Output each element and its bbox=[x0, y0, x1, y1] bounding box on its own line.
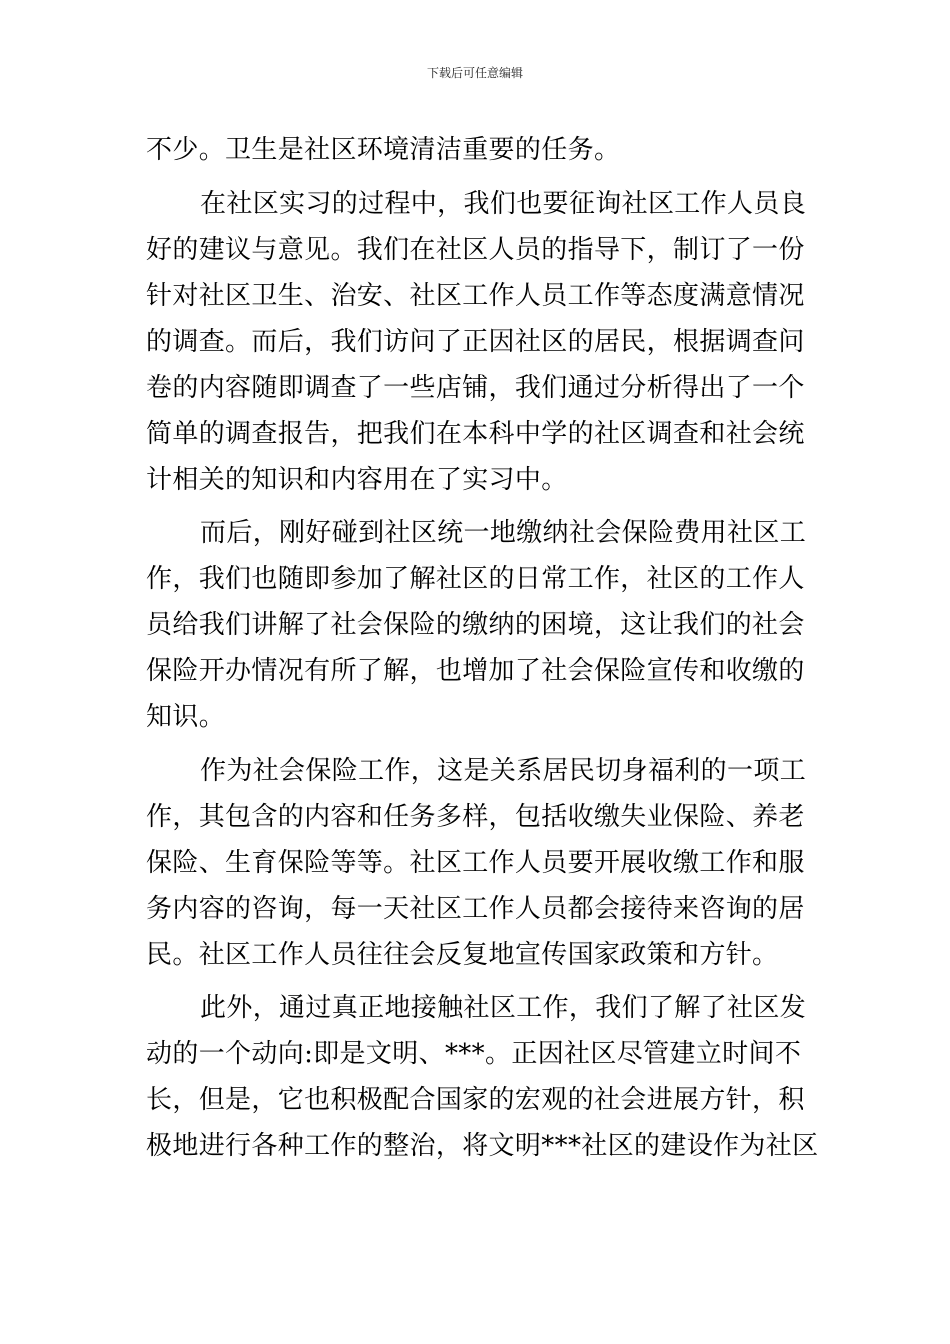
paragraph-line: 极地进行各种工作的整治，将文明***社区的建设作为社区 bbox=[146, 1131, 819, 1161]
paragraph-line: 卷的内容随即调查了一些店铺，我们通过分析得出了一个 bbox=[146, 372, 805, 403]
paragraph-line: 在社区实习的过程中，我们也要征询社区工作人员良 bbox=[200, 188, 807, 219]
paragraph-line: 务内容的咨询，每一天社区工作人员都会接待来咨询的居 bbox=[146, 893, 805, 924]
document-body bbox=[146, 127, 819, 1169]
paragraph-line: 动的一个动向:即是文明、***。正因社区尽管建立时间不 bbox=[146, 1039, 802, 1069]
paragraph-line: 保险、生育保险等等。社区工作人员要开展收缴工作和服 bbox=[146, 847, 805, 878]
paragraph-line: 不少。卫生是社区环境清洁重要的任务。 bbox=[146, 135, 621, 165]
paragraph-line: 作，其包含的内容和任务多样，包括收缴失业保险、养老 bbox=[146, 801, 805, 832]
paragraph-line: 此外，通过真正地接触社区工作，我们了解了社区发 bbox=[200, 993, 807, 1023]
paragraph-line: 而后，刚好碰到社区统一地缴纳社会保险费用社区工 bbox=[200, 518, 807, 548]
paragraph-line: 作为社会保险工作，这是关系居民切身福利的一项工 bbox=[200, 755, 807, 786]
paragraph-line: 作，我们也随即参加了解社区的日常工作，社区的工作人 bbox=[146, 564, 805, 594]
paragraph-line: 简单的调查报告，把我们在本科中学的社区调查和社会统 bbox=[146, 418, 805, 449]
paragraph-line: 知识。 bbox=[146, 702, 226, 732]
paragraph-line: 长，但是，它也积极配合国家的宏观的社会进展方针，积 bbox=[146, 1085, 805, 1115]
paragraph-line: 好的建议与意见。我们在社区人员的指导下，制订了一份 bbox=[146, 234, 805, 265]
paragraph-line: 针对社区卫生、治安、社区工作人员工作等态度满意情况 bbox=[146, 280, 805, 311]
paragraph-line: 员给我们讲解了社会保险的缴纳的困境，这让我们的社会 bbox=[146, 610, 805, 640]
paragraph-line: 的调查。而后，我们访问了正因社区的居民，根据调查问 bbox=[146, 326, 805, 357]
page-header: 下载后可任意编辑 bbox=[426, 66, 523, 80]
paragraph-line: 民。社区工作人员往往会反复地宣传国家政策和方针。 bbox=[146, 939, 779, 970]
paragraph-line: 计相关的知识和内容用在了实习中。 bbox=[146, 464, 568, 495]
paragraph-line: 保险开办情况有所了解，也增加了社会保险宣传和收缴的 bbox=[146, 656, 805, 686]
